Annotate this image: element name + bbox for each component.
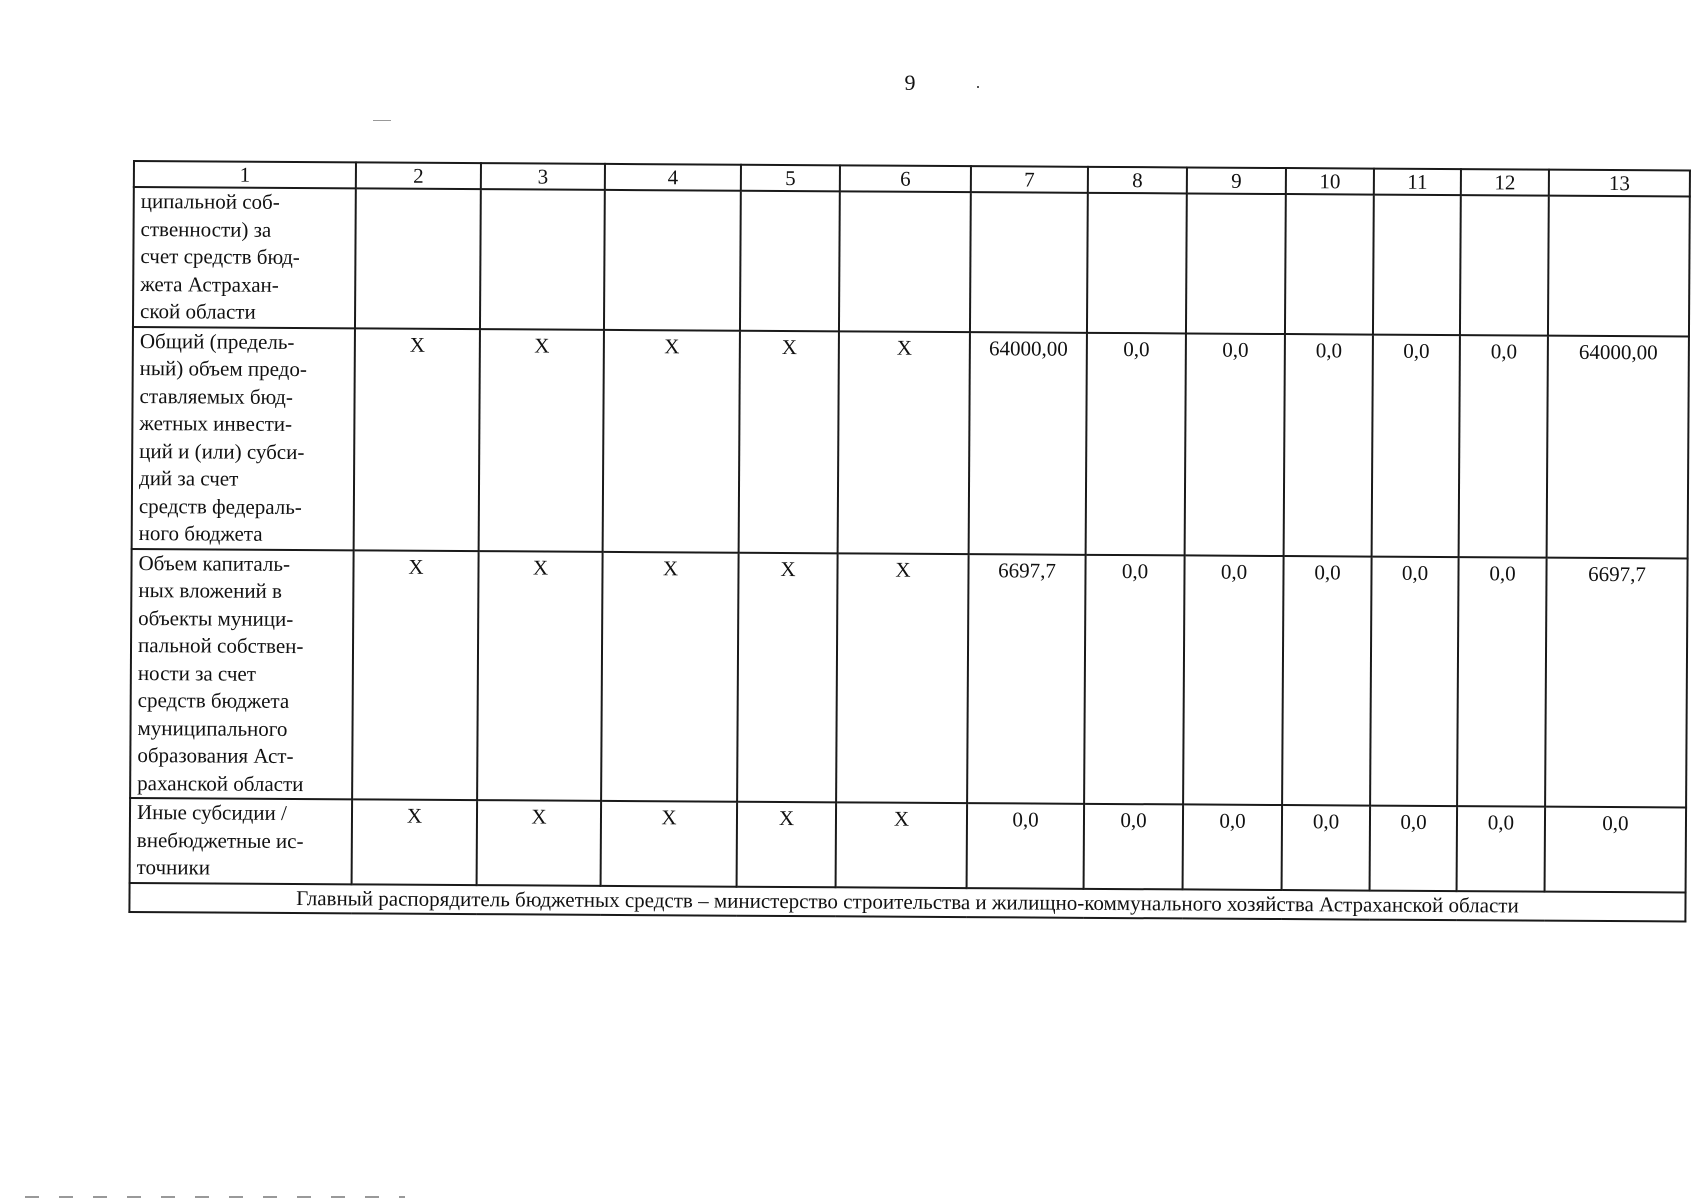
not-applicable-cell: Х xyxy=(479,329,604,552)
value-cell: 64000,00 xyxy=(1547,335,1689,558)
not-applicable-cell: Х xyxy=(601,551,739,801)
not-applicable-cell xyxy=(480,189,605,329)
value-cell xyxy=(1285,194,1374,334)
value-cell: 0,0 xyxy=(1457,806,1546,891)
budget-table-container xyxy=(128,160,1689,922)
value-cell xyxy=(1087,193,1187,333)
column-header-4: 4 xyxy=(605,164,741,191)
not-applicable-cell: Х xyxy=(739,330,839,553)
value-cell: 0,0 xyxy=(1183,804,1283,889)
value-cell: 0,0 xyxy=(1370,556,1459,806)
value-cell: 0,0 xyxy=(1372,334,1460,557)
not-applicable-cell xyxy=(839,191,971,331)
scan-mark xyxy=(373,120,391,121)
not-applicable-cell: Х xyxy=(737,802,837,887)
scan-artifact xyxy=(25,1196,405,1198)
column-header-6: 6 xyxy=(840,165,971,192)
value-cell: 0,0 xyxy=(1459,335,1548,558)
value-cell: 0,0 xyxy=(1282,805,1371,890)
row-description: Иные субсидии / внебюджетные ис- точники xyxy=(130,798,353,884)
not-applicable-cell xyxy=(604,190,741,330)
table-row xyxy=(133,187,1690,336)
not-applicable-cell: Х xyxy=(836,553,969,803)
value-cell: 6697,7 xyxy=(1545,557,1688,807)
column-header-9: 9 xyxy=(1187,167,1286,194)
column-header-8: 8 xyxy=(1088,167,1187,194)
not-applicable-cell: Х xyxy=(352,550,479,800)
value-cell: 0,0 xyxy=(1457,557,1547,807)
column-header-1: 1 xyxy=(134,161,356,188)
not-applicable-cell: Х xyxy=(354,328,480,551)
column-header-11: 11 xyxy=(1374,169,1461,196)
value-cell: 0,0 xyxy=(1545,807,1687,892)
value-cell: 0,0 xyxy=(1284,334,1373,557)
row-description: ципальной соб- ственности) за счет средств бюд- жета Астрахан- ской области xyxy=(133,187,356,328)
value-cell xyxy=(1460,195,1549,335)
not-applicable-cell: Х xyxy=(838,331,970,554)
value-cell: 0,0 xyxy=(1084,804,1184,889)
column-header-12: 12 xyxy=(1461,169,1549,196)
not-applicable-cell: Х xyxy=(836,802,968,887)
value-cell xyxy=(970,192,1088,332)
not-applicable-cell: Х xyxy=(737,552,838,802)
column-header-13: 13 xyxy=(1549,170,1690,197)
value-cell: 0,0 xyxy=(1185,333,1285,556)
page-number: 9 xyxy=(904,70,916,95)
value-cell: 0,0 xyxy=(1282,556,1372,806)
table-row xyxy=(132,327,1689,559)
value-cell xyxy=(1373,195,1461,335)
not-applicable-cell: Х xyxy=(603,329,740,552)
value-cell: 0,0 xyxy=(1370,806,1458,891)
table-body xyxy=(129,161,1690,921)
value-cell: 0,0 xyxy=(967,803,1085,888)
value-cell xyxy=(1186,193,1286,333)
column-header-5: 5 xyxy=(741,165,840,192)
row-description: Объем капиталь- ных вложений в объекты муници- пальной собствен- ности за счет средств бюджета муниципального образования Аст- раханской области xyxy=(130,548,354,799)
value-cell: 64000,00 xyxy=(969,332,1087,555)
column-header-2: 2 xyxy=(356,162,481,189)
value-cell xyxy=(1548,196,1690,336)
not-applicable-cell: Х xyxy=(477,800,602,885)
column-header-3: 3 xyxy=(481,163,605,190)
row-description: Общий (предель- ный) объем предо- ставляемых бюд- жетных инвести- ций и (или) субси- дий за счет средств федераль- ного бюджета xyxy=(132,327,355,550)
not-applicable-cell: Х xyxy=(477,551,603,801)
not-applicable-cell xyxy=(740,191,840,331)
table-row xyxy=(130,548,1687,807)
budget-administrator-note: Главный распорядитель бюджетных средств – министерство строительства и жилищно-коммунального хозяйства Астраханской области xyxy=(129,882,1685,921)
value-cell: 0,0 xyxy=(1086,332,1186,555)
not-applicable-cell: Х xyxy=(352,799,478,884)
table-row xyxy=(130,798,1686,892)
value-cell: 6697,7 xyxy=(967,554,1086,804)
budget-table xyxy=(128,160,1691,922)
column-header-10: 10 xyxy=(1286,168,1374,195)
not-applicable-cell: Х xyxy=(601,801,738,886)
value-cell: 0,0 xyxy=(1084,554,1185,804)
scan-dot xyxy=(977,86,979,88)
not-applicable-cell xyxy=(355,188,481,328)
value-cell: 0,0 xyxy=(1183,555,1284,805)
column-header-7: 7 xyxy=(971,166,1088,193)
